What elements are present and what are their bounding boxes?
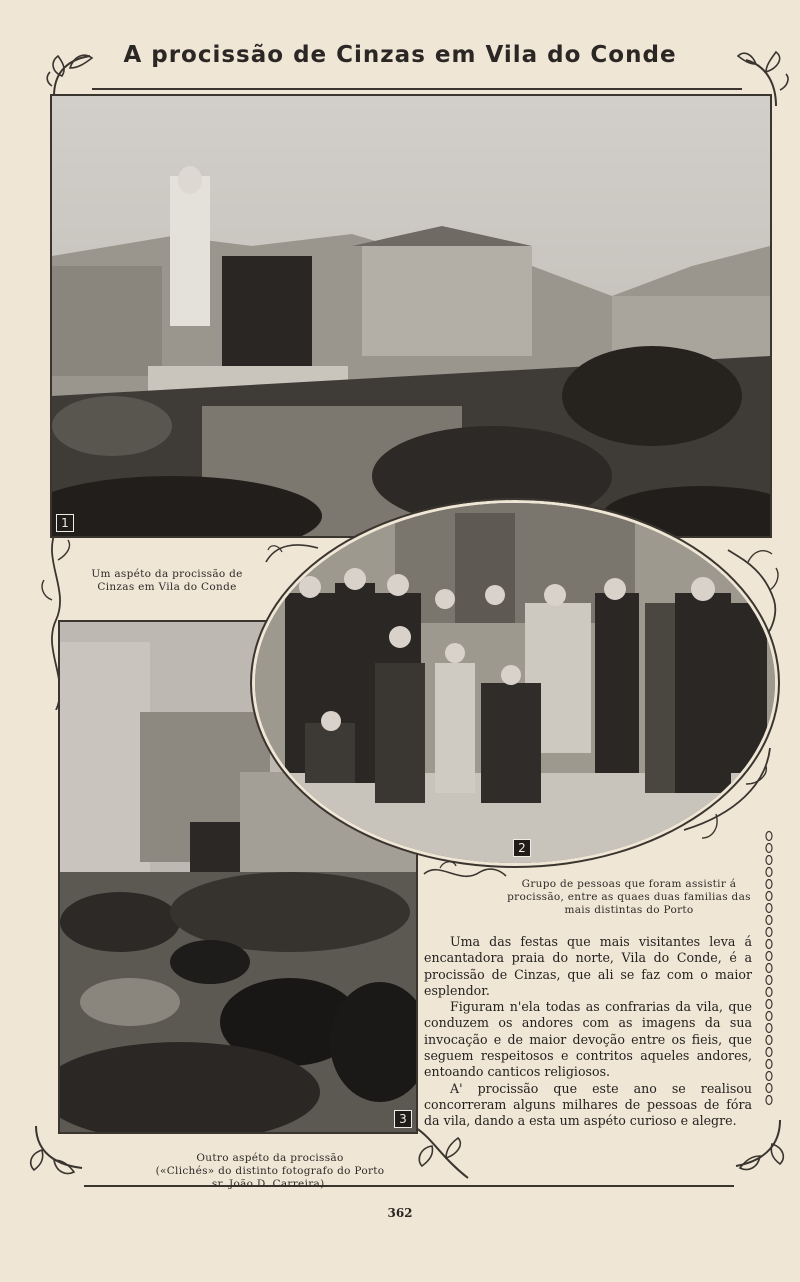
chain-border-icon bbox=[762, 830, 776, 1130]
photo-number-badge: 3 bbox=[394, 1110, 412, 1128]
article-paragraph: A' procissão que este ano se realisou concorreram alguns milhares de pessoas de fóra da vila, dando a esta um aspéto curioso e alegre. bbox=[424, 1080, 752, 1129]
caption-line: («Clichés» do distinto fotografo do Porto bbox=[155, 1165, 385, 1177]
article-paragraph: Uma das festas que mais visitantes leva á encantadora praia do norte, Vila do Conde, é a procissão de Cinzas, que ali se faz com o maior esplendor. bbox=[424, 934, 752, 998]
photo-caption: Um aspéto da procissão de Cinzas em Vila do Conde bbox=[91, 568, 243, 593]
article-body bbox=[424, 934, 752, 1130]
frame-top-line bbox=[92, 88, 742, 90]
scroll-ornament-icon bbox=[262, 538, 322, 568]
photo-group-portrait bbox=[252, 500, 778, 866]
photo-number-badge: 2 bbox=[513, 839, 531, 857]
photo-number-badge: 1 bbox=[56, 514, 74, 532]
photo-caption: Grupo de pessoas que foram assistir á procissão, entre as quaes duas familias das mais distintas do Porto bbox=[507, 878, 751, 916]
page-number: 362 bbox=[387, 1206, 413, 1220]
caption-line: sr. João D. Carreira). bbox=[211, 1178, 329, 1190]
article-paragraph: Figuram n'ela todas as confrarias da vila, que conduzem os andores com as imagens da sua invocação e de maior devoção entre os fieis, que seguem respeitosos e contritos aqueles andores, entoando canticos religiosos. bbox=[424, 999, 752, 1080]
photo-caption bbox=[150, 1152, 390, 1191]
page-title: A procissão de Cinzas em Vila do Conde bbox=[123, 42, 677, 68]
caption-line: Outro aspéto da procissão bbox=[196, 1152, 344, 1164]
photo-procession-street bbox=[50, 94, 772, 538]
